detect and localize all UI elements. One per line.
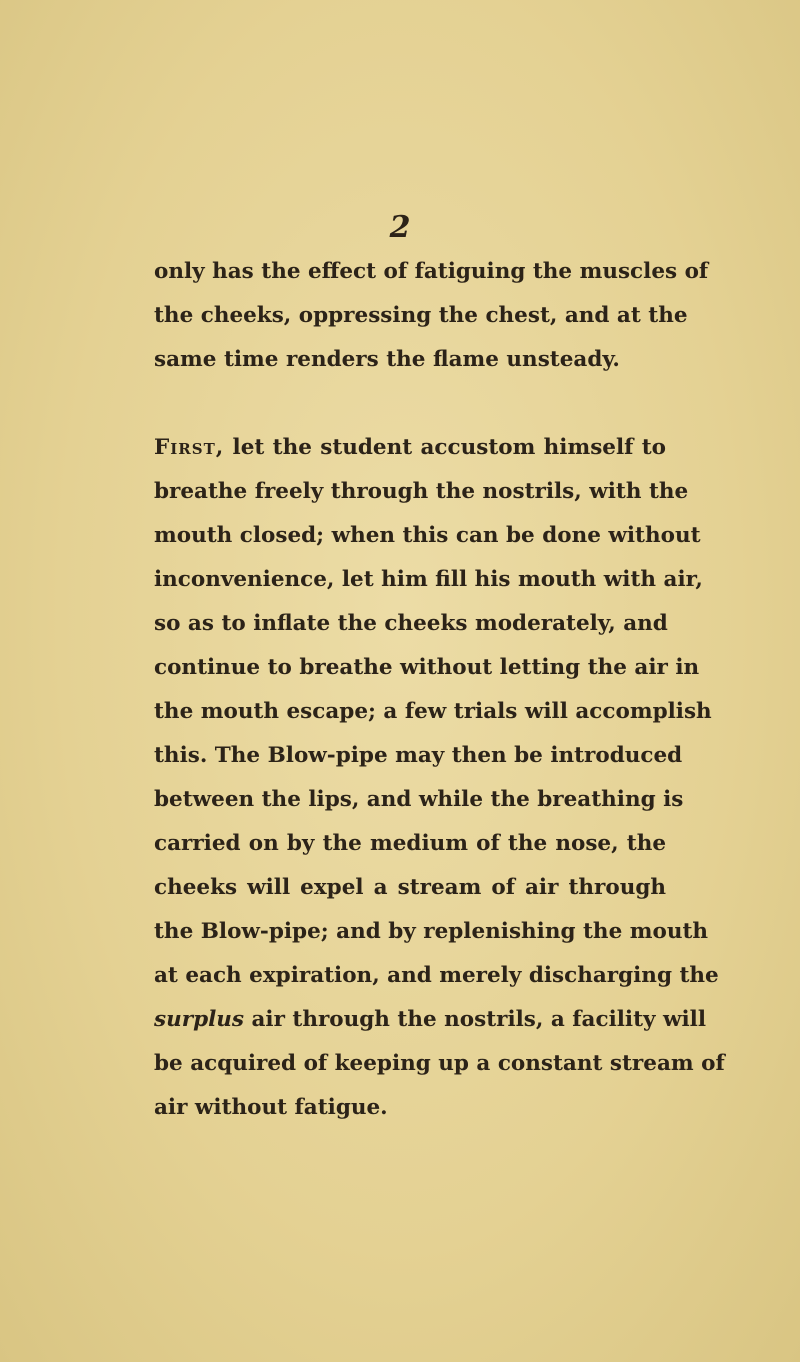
text-line: carried on by the medium of the nose, the <box>154 831 666 856</box>
text-line: the Blow-pipe; and by replenishing the mouth <box>154 919 709 944</box>
text-line: only has the effect of fatiguing the muscles of <box>154 259 709 284</box>
page-number: 2 <box>389 210 411 245</box>
first-word-smallcaps: First, <box>154 435 225 460</box>
text-line: be acquired of keeping up a constant stream of <box>154 1051 725 1076</box>
text-line: this. The Blow-pipe may then be introduced <box>154 743 683 768</box>
text-line: continue to breathe without letting the air in <box>154 655 700 680</box>
body-text <box>154 250 725 1130</box>
first-line-rest: let the student accustom himself to <box>224 435 666 460</box>
text-line: the mouth escape; a few trials will accomplish <box>154 699 712 724</box>
text-line: mouth closed; when this can be done without <box>154 523 701 548</box>
text-line: inconvenience, let him fill his mouth with air, <box>154 567 703 592</box>
text-line: breathe freely through the nostrils, with the <box>154 479 689 504</box>
paragraph-gap <box>154 382 666 426</box>
text-line: cheeks will expel a stream of air through <box>154 875 666 900</box>
text-line: air without fatigue. <box>154 1095 388 1120</box>
text-line: the cheeks, oppressing the chest, and at the <box>154 303 688 328</box>
text-line <box>154 998 706 1042</box>
italic-line-rest: air through the nostrils, a facility will <box>244 1007 706 1032</box>
text-line <box>154 426 666 470</box>
text-line: same time renders the flame unsteady. <box>154 347 620 372</box>
text-line: at each expiration, and merely discharging the <box>154 963 719 988</box>
text-line: between the lips, and while the breathing is <box>154 787 684 812</box>
italic-word: surplus <box>154 1007 244 1032</box>
text-line: so as to inflate the cheeks moderately, and <box>154 611 668 636</box>
